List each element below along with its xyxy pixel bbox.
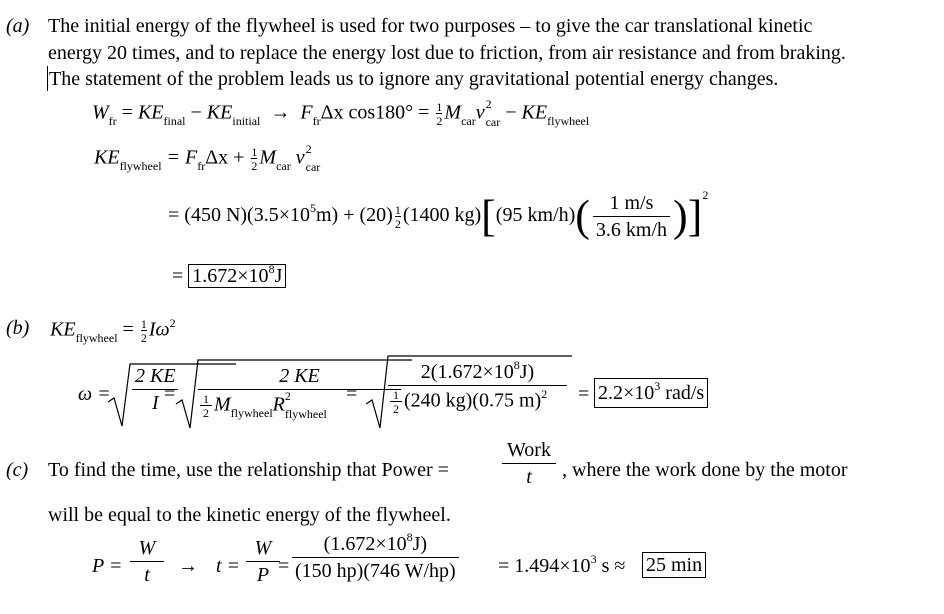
work-numerator: Work (507, 439, 551, 461)
equals-1: = (278, 555, 290, 577)
delta-x-cos: Δx cos180° (320, 101, 414, 124)
symbol-m: M (259, 146, 277, 169)
text-cursor (47, 66, 48, 91)
result-a (172, 262, 286, 287)
squared: 2 (169, 315, 176, 330)
sub-flywheel: flywheel (547, 113, 590, 128)
part-b-label: (b) (6, 317, 30, 339)
sub-car: car (276, 158, 291, 173)
sub-flywheel: flywheel (75, 330, 118, 345)
sub-car: car (461, 113, 476, 128)
part-a-text-line-2: energy 20 times, and to replace the energy lost due to friction, from air resistance and from braking. (48, 42, 846, 64)
script-stack: 2 car (305, 142, 321, 174)
symbol-f: F (300, 101, 313, 124)
equals-f: = F (166, 146, 198, 169)
equals: = (122, 318, 134, 341)
sub-final: final (163, 113, 186, 128)
mass: (1400 kg) (402, 204, 482, 227)
half-fraction: $\frac{1}{2}$ (436, 100, 443, 128)
time-denominator: t (502, 463, 556, 487)
answer-box-a: $1.672\times 10^8J$ (188, 264, 286, 288)
part-c-text-line-2: will be equal to the kinetic energy of the flywheel. (48, 504, 451, 526)
delta-x-plus: Δx + (205, 146, 245, 169)
sub-fr-2: fr (312, 113, 321, 128)
exponent-5: 5 (309, 201, 316, 216)
angular-speed-equation (78, 354, 738, 434)
i-omega: Iω (148, 318, 170, 341)
sub-initial: initial (232, 113, 261, 128)
fraction-2ke-over-i: $\frac{2 KE}{I}$ (132, 366, 179, 413)
sub-fr: fr (197, 158, 206, 173)
part-a-text-line-3: The statement of the problem leads us to ignore any gravitational potential energy changes. (49, 68, 779, 90)
symbol-v: v (295, 146, 305, 169)
p-equals: P = (92, 555, 123, 577)
right-bracket: ] (687, 191, 703, 241)
omega: ω = (78, 383, 111, 405)
unit-conversion-fraction: $\frac{1 m/s}{3.6 km/h}$ (593, 193, 670, 240)
time-seconds: = $1.494\times 10^3$ s ≈ (498, 552, 626, 577)
fraction-w-over-p: $\frac{W}{P}$ (246, 538, 280, 585)
friction-term: = (450 N)(3.5×10 (168, 204, 310, 227)
answer-box-b: $2.2\times 10^3$ rad/s (594, 378, 708, 408)
sub-flywheel: flywheel (119, 158, 162, 173)
time-equation (92, 530, 732, 604)
equals-2: = (346, 383, 358, 405)
squared: 2 (702, 188, 709, 203)
fraction-2ke-over-mr2: 2 KE $\frac{1}{2}$ $M_{flywheel}R$ 2 flywheel (198, 366, 401, 419)
half-fraction: $\frac{1}{2}$ (251, 145, 258, 173)
symbol-ke: KE (50, 318, 76, 341)
part-c-text-line-1b: , where the work done by the motor (562, 459, 848, 481)
symbol-ke-3: KE (521, 101, 548, 124)
equals: = (121, 101, 133, 124)
t-equals: t = (216, 555, 241, 577)
symbol-ke: KE (94, 146, 120, 169)
minus: − (190, 101, 202, 124)
part-c-text-line-1a: To find the time, use the relationship that Power = (48, 459, 449, 481)
plus-twenty: m) + (20) (315, 204, 393, 227)
flywheel-energy-equation (94, 142, 321, 174)
minus-2: − (505, 101, 517, 124)
symbol-w: W (92, 101, 109, 124)
fraction-numeric-omega: $2(1.672\times 10^8J)$ $\frac{1}{2}$ (240 kg)(0.75 m)$^2$ (388, 362, 567, 415)
right-paren: ) (673, 191, 688, 241)
equals-3: = (578, 383, 590, 405)
part-c-label: (c) (6, 459, 29, 481)
arrow: → (178, 555, 198, 577)
rotational-ke-equation (50, 315, 176, 345)
half-fraction: $\frac{1}{2}$ (394, 202, 401, 231)
equals-2: = (418, 101, 430, 124)
part-a-label: (a) (6, 15, 30, 37)
script-stack: 2 car (485, 97, 501, 129)
arrow: → (270, 101, 291, 124)
part-a-text-line-1: The initial energy of the flywheel is used for two purposes – to give the car translational kinetic (48, 15, 813, 37)
answer-box-c: 25 min (642, 552, 706, 578)
left-paren: ( (575, 191, 590, 241)
symbol-v: v (475, 101, 485, 124)
power-fraction (502, 440, 556, 487)
symbol-m: M (444, 101, 462, 124)
fraction-numeric-time: $\frac{(1.672\times 10^8J)}{(150 hp)(746 W/hp)}$ (292, 534, 459, 581)
half-fraction: $\frac{1}{2}$ (140, 317, 147, 345)
equals-1: = (164, 383, 176, 405)
left-bracket: [ (481, 191, 496, 241)
symbol-ke-2: KE (206, 101, 233, 124)
work-energy-equation (92, 97, 590, 129)
numeric-substitution (168, 188, 709, 241)
sub-fr: fr (108, 113, 117, 128)
symbol-ke: KE (137, 101, 164, 124)
speed: (95 km/h) (495, 204, 576, 227)
equals: = (172, 265, 184, 287)
fraction-w-over-t: $\frac{W}{t}$ (130, 538, 164, 585)
